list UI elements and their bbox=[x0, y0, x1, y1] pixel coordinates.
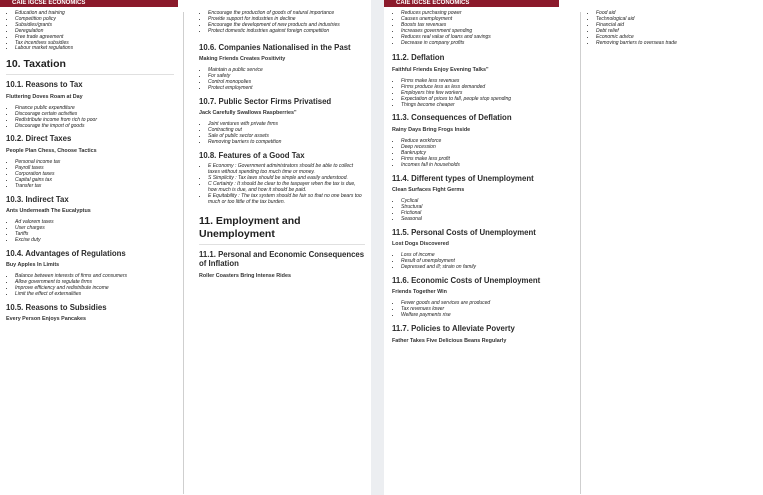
subsection-heading: 11.4. Different types of Unemployment bbox=[392, 173, 534, 183]
subsection-heading: 10.5. Reasons to Subsidies bbox=[6, 302, 107, 312]
list-item: • Deep recession bbox=[401, 145, 572, 151]
list-item: • Personal income tax bbox=[15, 160, 174, 166]
list-item: • Balance between interests of firms and consumers bbox=[15, 274, 174, 280]
list-item: • Joint ventures with private firms bbox=[208, 122, 365, 128]
list-item: • Education and training bbox=[15, 11, 174, 17]
bullet-list bbox=[199, 11, 365, 35]
subsection-heading: 10.7. Public Sector Firms Privatised bbox=[199, 96, 332, 106]
list-item: • Boosts tax revenues bbox=[401, 23, 572, 29]
left-column-1 bbox=[6, 11, 174, 328]
bullet-list bbox=[6, 160, 174, 190]
list-item: • Tax incentives subsidies bbox=[15, 41, 174, 47]
bullet-list bbox=[392, 11, 572, 46]
list-item: • Technological aid bbox=[596, 17, 757, 23]
list-item: • Payroll taxes bbox=[15, 166, 174, 172]
bullet-list bbox=[6, 11, 174, 52]
list-item: • Tax revenues lower bbox=[401, 307, 572, 313]
header-banner: CAIE IGCSE ECONOMICS bbox=[0, 0, 178, 7]
bullet-list bbox=[6, 274, 174, 298]
mnemonic: Friends Together Win bbox=[392, 289, 447, 296]
column-divider bbox=[183, 12, 184, 494]
list-item: • Bankruptcy bbox=[401, 151, 572, 157]
list-item: • Result of unemployment bbox=[401, 259, 572, 265]
bullet-list bbox=[199, 164, 365, 205]
section-heading: 11. Employment and Unemployment bbox=[199, 214, 301, 240]
list-item: • Subsidies/grants bbox=[15, 23, 174, 29]
mnemonic: Buy Apples In Limits bbox=[6, 262, 60, 269]
list-item: • Fewer goods and services are produced bbox=[401, 301, 572, 307]
list-item: • Frictional bbox=[401, 211, 572, 217]
right-column-2 bbox=[587, 11, 757, 46]
list-item: • For safety bbox=[208, 74, 365, 80]
list-item: • Finance public expenditure bbox=[15, 106, 174, 112]
list-item: • Contracting out bbox=[208, 128, 365, 134]
mnemonic: Every Person Enjoys Pancakes bbox=[6, 316, 87, 323]
mnemonic: Jack Carefully Swallows Raspberries" bbox=[199, 110, 297, 117]
bullet-list bbox=[392, 79, 572, 109]
divider bbox=[199, 244, 365, 245]
list-item: • Ad valorem taxes bbox=[15, 220, 174, 226]
subsection-heading: 11.5. Personal Costs of Unemployment bbox=[392, 227, 536, 237]
list-item: • Firms produce less as less demanded bbox=[401, 85, 572, 91]
list-item: • Firms make less revenues bbox=[401, 79, 572, 85]
list-item: • Improve efficiency and redistribute income bbox=[15, 286, 174, 292]
bullet-list bbox=[587, 11, 757, 46]
bullet-list bbox=[392, 139, 572, 169]
list-item: • Reduce workforce bbox=[401, 139, 572, 145]
list-item: • Provide support for industries in decline bbox=[208, 17, 365, 23]
list-item: • Protect employment bbox=[208, 86, 365, 92]
mnemonic: People Plan Chess, Choose Tactics bbox=[6, 147, 97, 154]
subsection-heading: 10.1. Reasons to Tax bbox=[6, 80, 83, 90]
right-column-1 bbox=[392, 11, 572, 350]
list-item: • Increases government spending bbox=[401, 29, 572, 35]
list-item: • Control monopolies bbox=[208, 80, 365, 86]
mnemonic: Rainy Days Bring Frogs Inside bbox=[392, 126, 471, 133]
divider bbox=[6, 74, 174, 75]
list-item: • Protect domestic industries against foreign competition bbox=[208, 29, 365, 35]
mnemonic: Fluttering Doves Roam at Day bbox=[6, 93, 83, 100]
mnemonic: Roller Coasters Bring Intense Rides bbox=[199, 272, 291, 279]
list-item: • Depressed and ill; strain on family bbox=[401, 265, 572, 271]
page-right bbox=[384, 0, 763, 495]
header-banner: CAIE IGCSE ECONOMICS bbox=[384, 0, 559, 7]
column-divider bbox=[580, 12, 581, 494]
list-item: • Discourage the import of goods bbox=[15, 124, 174, 130]
list-item: • Allow government to regulate firms bbox=[15, 280, 174, 286]
list-item: • Economic advice bbox=[596, 35, 757, 41]
list-item: • Structural bbox=[401, 205, 572, 211]
subsection-heading: 10.2. Direct Taxes bbox=[6, 134, 72, 144]
list-item: • Things become cheaper bbox=[401, 103, 572, 109]
list-item: • Reduces purchasing power bbox=[401, 11, 572, 17]
list-item: • Decrease in company profits bbox=[401, 41, 572, 47]
list-item: • User charges bbox=[15, 226, 174, 232]
list-item: • E Economy : Government administrators should be able to collect taxes without spending too much time or money. bbox=[208, 164, 365, 176]
bullet-list bbox=[199, 122, 365, 146]
list-item: • Reduces real value of loans and savings bbox=[401, 35, 572, 41]
list-item: • Limit the effect of externalities bbox=[15, 292, 174, 298]
list-item: • Debt relief bbox=[596, 29, 757, 35]
list-item: • Free trade agreement bbox=[15, 35, 174, 41]
list-item: • Excise duty bbox=[15, 238, 174, 244]
list-item: • Firms make less profit bbox=[401, 157, 572, 163]
mnemonic: Making Friends Creates Positivity bbox=[199, 56, 286, 63]
subsection-heading: 10.6. Companies Nationalised in the Past bbox=[199, 42, 351, 52]
subsection-heading: 10.3. Indirect Tax bbox=[6, 194, 69, 204]
list-item: • Removing barriers to overseas trade bbox=[596, 41, 757, 47]
list-item: • Expectation of prices to fall, people stop spending bbox=[401, 97, 572, 103]
subsection-heading: 10.8. Features of a Good Tax bbox=[199, 150, 305, 160]
list-item: • Corporation taxes bbox=[15, 172, 174, 178]
subsection-heading: 11.3. Consequences of Deflation bbox=[392, 113, 512, 123]
list-item: • Maintain a public service bbox=[208, 68, 365, 74]
subsection-heading: 11.7. Policies to Alleviate Poverty bbox=[392, 324, 515, 334]
list-item: • Loss of income bbox=[401, 253, 572, 259]
list-item: • Removing barriers to competition bbox=[208, 140, 365, 146]
mnemonic: Ants Underneath The Eucalyptus bbox=[6, 208, 91, 214]
bullet-list bbox=[6, 220, 174, 244]
list-item: • Welfare payments rise bbox=[401, 313, 572, 319]
bullet-list bbox=[392, 199, 572, 223]
mnemonic: Faithful Friends Enjoy Evening Talks" bbox=[392, 66, 489, 73]
list-item: • E Equitability : The tax system should be fair so that no one bears too much or too little of the tax burden. bbox=[208, 194, 365, 206]
list-item: • Financial aid bbox=[596, 23, 757, 29]
list-item: • C Certainty : It should be clear to the taxpayer when the tax is due, how much is due, and how it should be paid. bbox=[208, 182, 365, 194]
list-item: • Deregulation bbox=[15, 29, 174, 35]
bullet-list bbox=[6, 106, 174, 130]
list-item: • S Simplicity : Tax laws should be simple and easily understood. bbox=[208, 176, 365, 182]
list-item: • Causes unemployment bbox=[401, 17, 572, 23]
subsection-heading: 11.2. Deflation bbox=[392, 53, 445, 63]
page-left bbox=[0, 0, 371, 495]
mnemonic: Lost Dogs Discovered bbox=[392, 241, 449, 248]
section-heading: 10. Taxation bbox=[6, 58, 66, 71]
list-item: • Incomes fall in households bbox=[401, 163, 572, 169]
subsection-heading: 11.1. Personal and Economic Consequences of Inflation bbox=[199, 249, 365, 269]
list-item: • Transfer tax bbox=[15, 184, 174, 190]
list-item: • Encourage the production of goods of natural importance bbox=[208, 11, 365, 17]
bullet-list bbox=[392, 301, 572, 319]
list-item: • Encourage the development of new products and industries bbox=[208, 23, 365, 29]
list-item: • Labour market regulations bbox=[15, 46, 174, 52]
list-item: • Cyclical bbox=[401, 199, 572, 205]
left-column-2 bbox=[199, 11, 365, 285]
list-item: • Competition policy bbox=[15, 17, 174, 23]
bullet-list bbox=[392, 253, 572, 271]
mnemonic: Father Takes Five Delicious Beans Regularly bbox=[392, 337, 507, 344]
list-item: • Redistribute income from rich to poor bbox=[15, 118, 174, 124]
list-item: • Capital gains tax bbox=[15, 178, 174, 184]
list-item: • Food aid bbox=[596, 11, 757, 17]
list-item: • Seasonal bbox=[401, 217, 572, 223]
bullet-list bbox=[199, 68, 365, 92]
list-item: • Discourage certain activities bbox=[15, 112, 174, 118]
list-item: • Tariffs bbox=[15, 232, 174, 238]
subsection-heading: 11.6. Economic Costs of Unemployment bbox=[392, 275, 541, 285]
list-item: • Employers hire few workers bbox=[401, 91, 572, 97]
mnemonic: Clean Surfaces Fight Germs bbox=[392, 187, 465, 193]
list-item: • Sale of public sector assets bbox=[208, 134, 365, 140]
subsection-heading: 10.4. Advantages of Regulations bbox=[6, 248, 126, 258]
